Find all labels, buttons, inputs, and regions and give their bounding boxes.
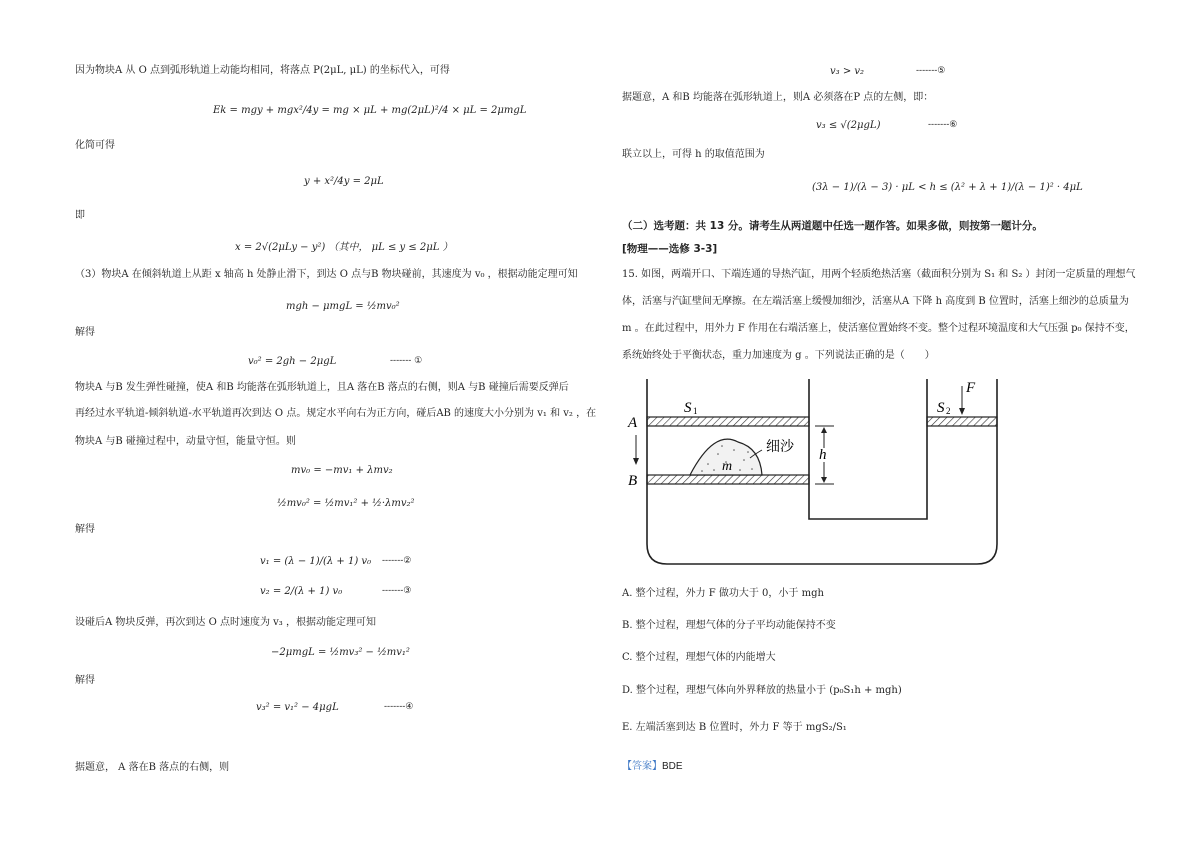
section-heading: （二）选考题：共 13 分。请考生从两道题中任选一题作答。如果多做，则按第一题计分。 <box>622 220 1043 232</box>
label-a: A <box>628 415 638 431</box>
paragraph: 化简可得 <box>75 140 115 151</box>
equation: ½mv₀² = ½mv₁² + ½·λmv₂² <box>277 498 415 509</box>
paragraph: 即 <box>75 210 85 221</box>
option-e: E. 左端活塞到达 B 位置时，外力 F 等于 mgS₂/S₁ <box>622 722 847 733</box>
equation: v₀² = 2gh − 2μgL <box>248 356 337 367</box>
equation-number: ------- ① <box>390 356 423 366</box>
equation: v₃ > v₂ <box>830 66 865 77</box>
label-m: m <box>722 459 733 474</box>
question-text: 15. 如图，两端开口、下端连通的导热汽缸，用两个轻质绝热活塞（截面积分别为 S₁ 和 S₂ ）封闭一定质量的理想气 <box>622 269 1136 280</box>
subsection-heading: [物理——选修 3-3] <box>622 243 718 255</box>
option-a: A. 整个过程，外力 F 做功大于 0，小于 mgh <box>622 588 824 599</box>
equation: v₃² = v₁² − 4μgL <box>256 702 339 713</box>
force-arrowhead <box>959 408 965 415</box>
equation: Ek = mgy + mgx²/4y = mg × μL + mg(2μL)²/4 × μL = 2μmgL <box>213 105 527 116</box>
paragraph: 设碰后A 物块反弹，再次到达 O 点时速度为 v₃ ，根据动能定理可知 <box>75 617 376 628</box>
equation-number: -------⑤ <box>916 66 946 76</box>
label-h: h <box>819 447 827 463</box>
paragraph: 物块A 与B 碰撞过程中，动量守恒，能量守恒。则 <box>75 436 296 447</box>
equation-number: -------④ <box>384 702 414 712</box>
label-s1: S <box>684 400 692 416</box>
equation: −2μmgL = ½mv₃² − ½mv₁² <box>271 647 410 658</box>
equation: y + x²/4y = 2μL <box>304 176 384 187</box>
h-arrow-down <box>821 477 827 483</box>
equation: x = 2√(2μLy − y²) （其中， μL ≤ y ≤ 2μL ） <box>235 242 453 253</box>
paragraph: 因为物块A 从 O 点到弧形轨道上动能均相同，将落点 P(2μL, μL) 的坐标代入，可得 <box>75 65 450 76</box>
answer-value: BDE <box>662 761 683 772</box>
a-to-b-arrowhead <box>633 458 639 465</box>
equation-number: -------② <box>382 556 412 566</box>
label-f: F <box>966 380 976 396</box>
equation: v₁ = (λ − 1)/(λ + 1) v₀ <box>260 556 372 567</box>
label-s2-sub: 2 <box>946 406 951 416</box>
paragraph: 据题意，A 和B 均能落在弧形轨道上，则A 必须落在P 点的左侧，即： <box>622 92 934 103</box>
equation-energy <box>213 105 526 116</box>
piston-at-b <box>647 475 809 484</box>
paragraph: 物块A 与B 发生弹性碰撞，使A 和B 均能落在弧形轨道上，且A 落在B 落点的右侧，则A 与B 碰撞后需要反弹后 <box>75 382 569 393</box>
equation: mgh − μmgL = ½mv₀² <box>286 301 400 312</box>
paragraph: 据题意， A 落在B 落点的右侧，则 <box>75 762 230 773</box>
inner-partition <box>809 379 927 519</box>
paragraph: 解得 <box>75 675 95 686</box>
h-arrow-up <box>821 427 827 433</box>
label-sand: 细沙 <box>766 440 794 455</box>
question-text: 系统始终处于平衡状态，重力加速度为 g 。下列说法正确的是（ ） <box>622 350 935 361</box>
label-s2: S <box>937 400 945 416</box>
equation: (3λ − 1)/(λ − 3) · μL < h ≤ (λ² + λ + 1)/(λ − 1)² · 4μL <box>812 182 1083 193</box>
paragraph: 解得 <box>75 524 95 535</box>
equation-number: -------③ <box>382 586 412 596</box>
question-text: m 。在此过程中，用外力 F 作用在右端活塞上，使活塞位置始终不变。整个过程环境温度和大气压强 p₀ 保持不变， <box>622 323 1135 334</box>
option-d: D. 整个过程，理想气体向外界释放的热量小于 (p₀S₁h + mgh) <box>622 685 902 696</box>
paragraph: 解得 <box>75 327 95 338</box>
answer-line <box>622 757 683 772</box>
answer-tag: 【答案】 <box>622 761 662 772</box>
equation: v₃ ≤ √(2μgL) <box>816 120 881 131</box>
paragraph: （3）物块A 在倾斜轨道上从距 x 轴高 h 处静止滑下，到达 O 点与B 物块碰前，其速度为 v₀ ，根据动能定理可知 <box>75 269 578 280</box>
label-b: B <box>628 473 638 489</box>
label-s1-sub: 1 <box>693 406 698 416</box>
question-text: 体，活塞与汽缸壁间无摩擦。在左端活塞上缓慢加细沙，活塞从A 下降 h 高度到 B 位置时，活塞上细沙的总质量为 <box>622 296 1129 307</box>
cylinder-diagram <box>622 374 1002 570</box>
piston-s2 <box>927 417 997 426</box>
equation: mv₀ = −mv₁ + λmv₂ <box>291 465 393 476</box>
option-c: C. 整个过程，理想气体的内能增大 <box>622 652 776 663</box>
paragraph: 联立以上，可得 h 的取值范围为 <box>622 149 765 160</box>
equation-number: -------⑥ <box>928 120 958 130</box>
option-b: B. 整个过程，理想气体的分子平均动能保持不变 <box>622 620 836 631</box>
equation: v₂ = 2/(λ + 1) v₀ <box>260 586 343 597</box>
paragraph: 再经过水平轨道-倾斜轨道-水平轨道再次到达 O 点。规定水平向右为正方向，碰后AB 的速度大小分别为 v₁ 和 v₂ ，在 <box>75 408 597 419</box>
piston-s1-at-a <box>647 417 809 426</box>
